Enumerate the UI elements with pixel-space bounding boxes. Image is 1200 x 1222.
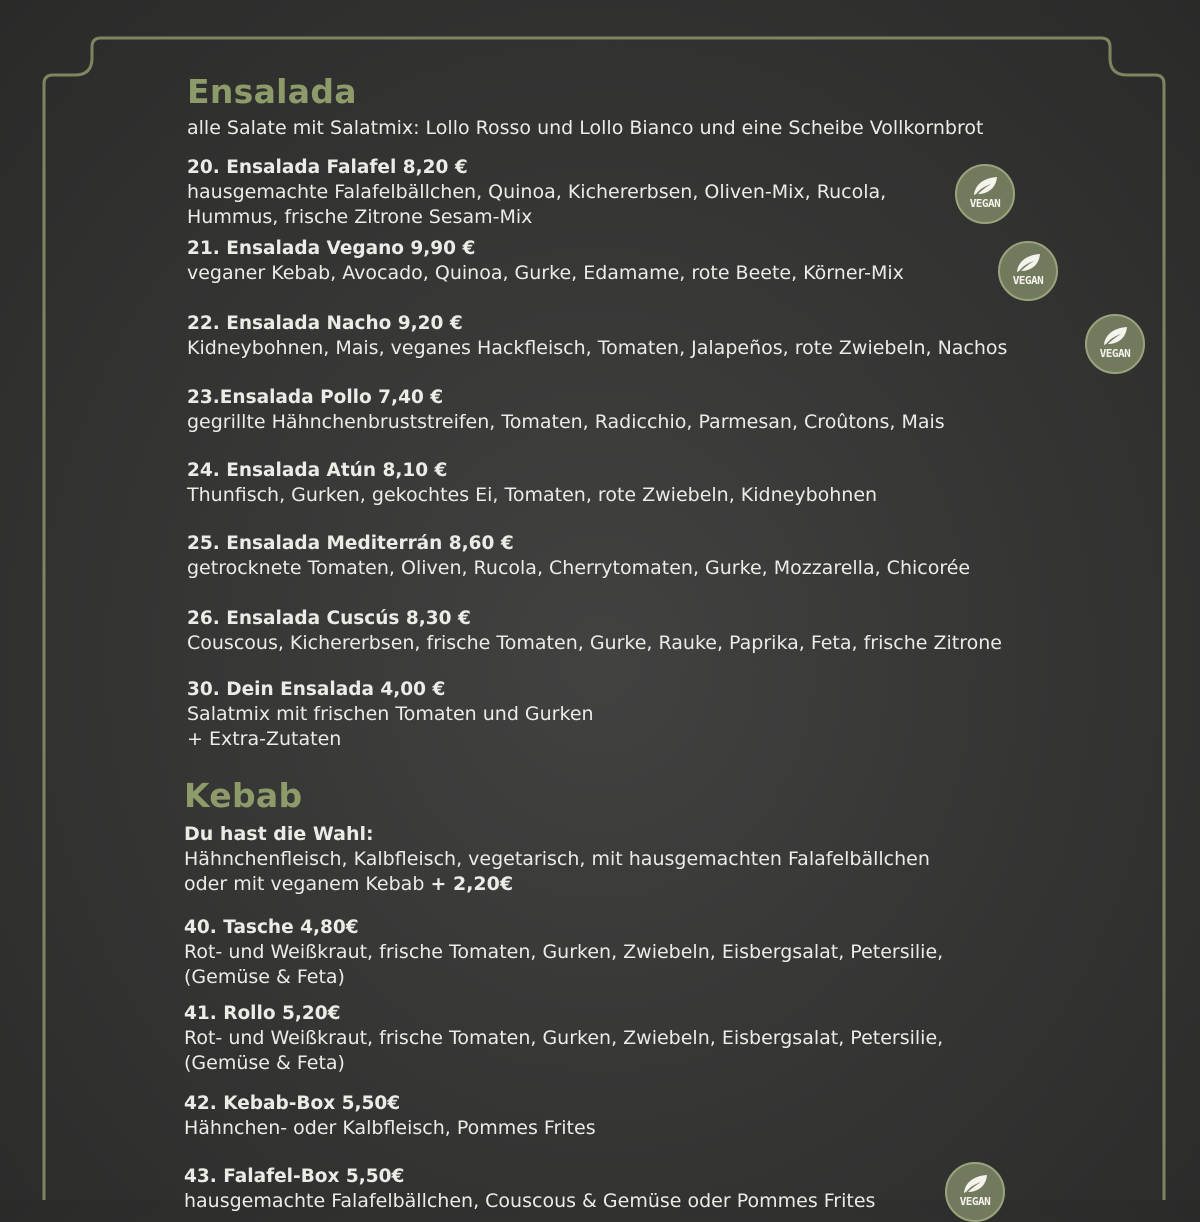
menu-item-41 [184,1001,943,1076]
intro-line: Hähnchenfleisch, Kalbfleisch, vegetarisch, mit hausgemachten Falafelbällchen [184,848,930,870]
menu-item-40 [184,915,943,990]
menu-item-42 [184,1091,596,1141]
badge-label: VEGAN [959,1194,991,1208]
item-title: 25. Ensalada Mediterrán 8,60 € [187,533,514,554]
section-title-ensalada: Ensalada [187,72,357,111]
item-title: 30. Dein Ensalada 4,00 € [187,679,446,700]
item-title: 20. Ensalada Falafel 8,20 € [187,157,468,178]
leaf-icon [1100,325,1130,347]
item-description: gegrillte Hähnchenbruststreifen, Tomaten, Radicchio, Parmesan, Croûtons, Mais [187,411,945,433]
item-description: (Gemüse & Feta) [184,1052,345,1074]
menu-item-43 [184,1164,875,1214]
menu-item-25 [187,531,970,581]
menu-item-21 [187,236,904,286]
badge-label: VEGAN [1099,346,1131,360]
item-description: Couscous, Kichererbsen, frische Tomaten, Gurke, Rauke, Paprika, Feta, frische Zitrone [187,632,1002,654]
item-description: Hähnchen- oder Kalbfleisch, Pommes Frites [184,1117,596,1139]
vegan-badge [1085,314,1145,374]
item-description: Rot- und Weißkraut, frische Tomaten, Gurken, Zwiebeln, Eisbergsalat, Petersilie, [184,1027,944,1049]
item-description: hausgemachte Falafelbällchen, Quinoa, Kichererbsen, Oliven-Mix, Rucola, [187,181,887,203]
leaf-icon [970,175,1000,197]
vegan-badge [955,164,1015,224]
intro-lead: Du hast die Wahl: [184,823,374,845]
item-title: 43. Falafel-Box 5,50€ [184,1166,405,1187]
menu-item-26 [187,606,1002,656]
intro-line [184,872,930,897]
item-title: 24. Ensalada Atún 8,10 € [187,460,448,481]
item-description: hausgemachte Falafelbällchen, Couscous & Gemüse oder Pommes Frites [184,1190,876,1212]
section-title-kebab: Kebab [184,776,303,815]
badge-label: VEGAN [969,196,1001,210]
section-subtitle-ensalada: alle Salate mit Salatmix: Lollo Rosso und Lollo Bianco und eine Scheibe Vollkornbrot [187,117,984,139]
menu-item-23 [187,385,945,435]
intro-extra-price: + 2,20€ [430,873,514,895]
menu-item-22 [187,311,1007,361]
item-title: 26. Ensalada Cuscús 8,30 € [187,608,471,629]
intro-line-text: oder mit veganem Kebab [184,873,431,895]
leaf-icon [1013,252,1043,274]
vegan-badge [998,241,1058,301]
item-description: Kidneybohnen, Mais, veganes Hackfleisch, Tomaten, Jalapeños, rote Zwiebeln, Nachos [187,337,1008,359]
item-title: 41. Rollo 5,20€ [184,1003,341,1024]
item-description: Hummus, frische Zitrone Sesam-Mix [187,206,533,228]
menu-item-24 [187,458,877,508]
item-title: 21. Ensalada Vegano 9,90 € [187,238,476,259]
item-description: Rot- und Weißkraut, frische Tomaten, Gurken, Zwiebeln, Eisbergsalat, Petersilie, [184,941,944,963]
leaf-icon [960,1173,990,1195]
menu-item-30 [187,677,594,752]
item-description: getrocknete Tomaten, Oliven, Rucola, Cherrytomaten, Gurke, Mozzarella, Chicorée [187,557,971,579]
vegan-badge [945,1162,1005,1222]
item-title: 40. Tasche 4,80€ [184,917,359,938]
item-description: + Extra-Zutaten [187,728,342,750]
menu-item-20 [187,155,886,230]
item-description: veganer Kebab, Avocado, Quinoa, Gurke, Edamame, rote Beete, Körner-Mix [187,262,904,284]
item-description: Salatmix mit frischen Tomaten und Gurken [187,703,594,725]
section-intro-kebab [184,822,930,897]
item-title: 23.Ensalada Pollo 7,40 € [187,387,444,408]
item-description: Thunfisch, Gurken, gekochtes Ei, Tomaten, rote Zwiebeln, Kidneybohnen [187,484,878,506]
item-title: 22. Ensalada Nacho 9,20 € [187,313,463,334]
badge-label: VEGAN [1012,273,1044,287]
item-title: 42. Kebab-Box 5,50€ [184,1093,401,1114]
item-description: (Gemüse & Feta) [184,966,345,988]
